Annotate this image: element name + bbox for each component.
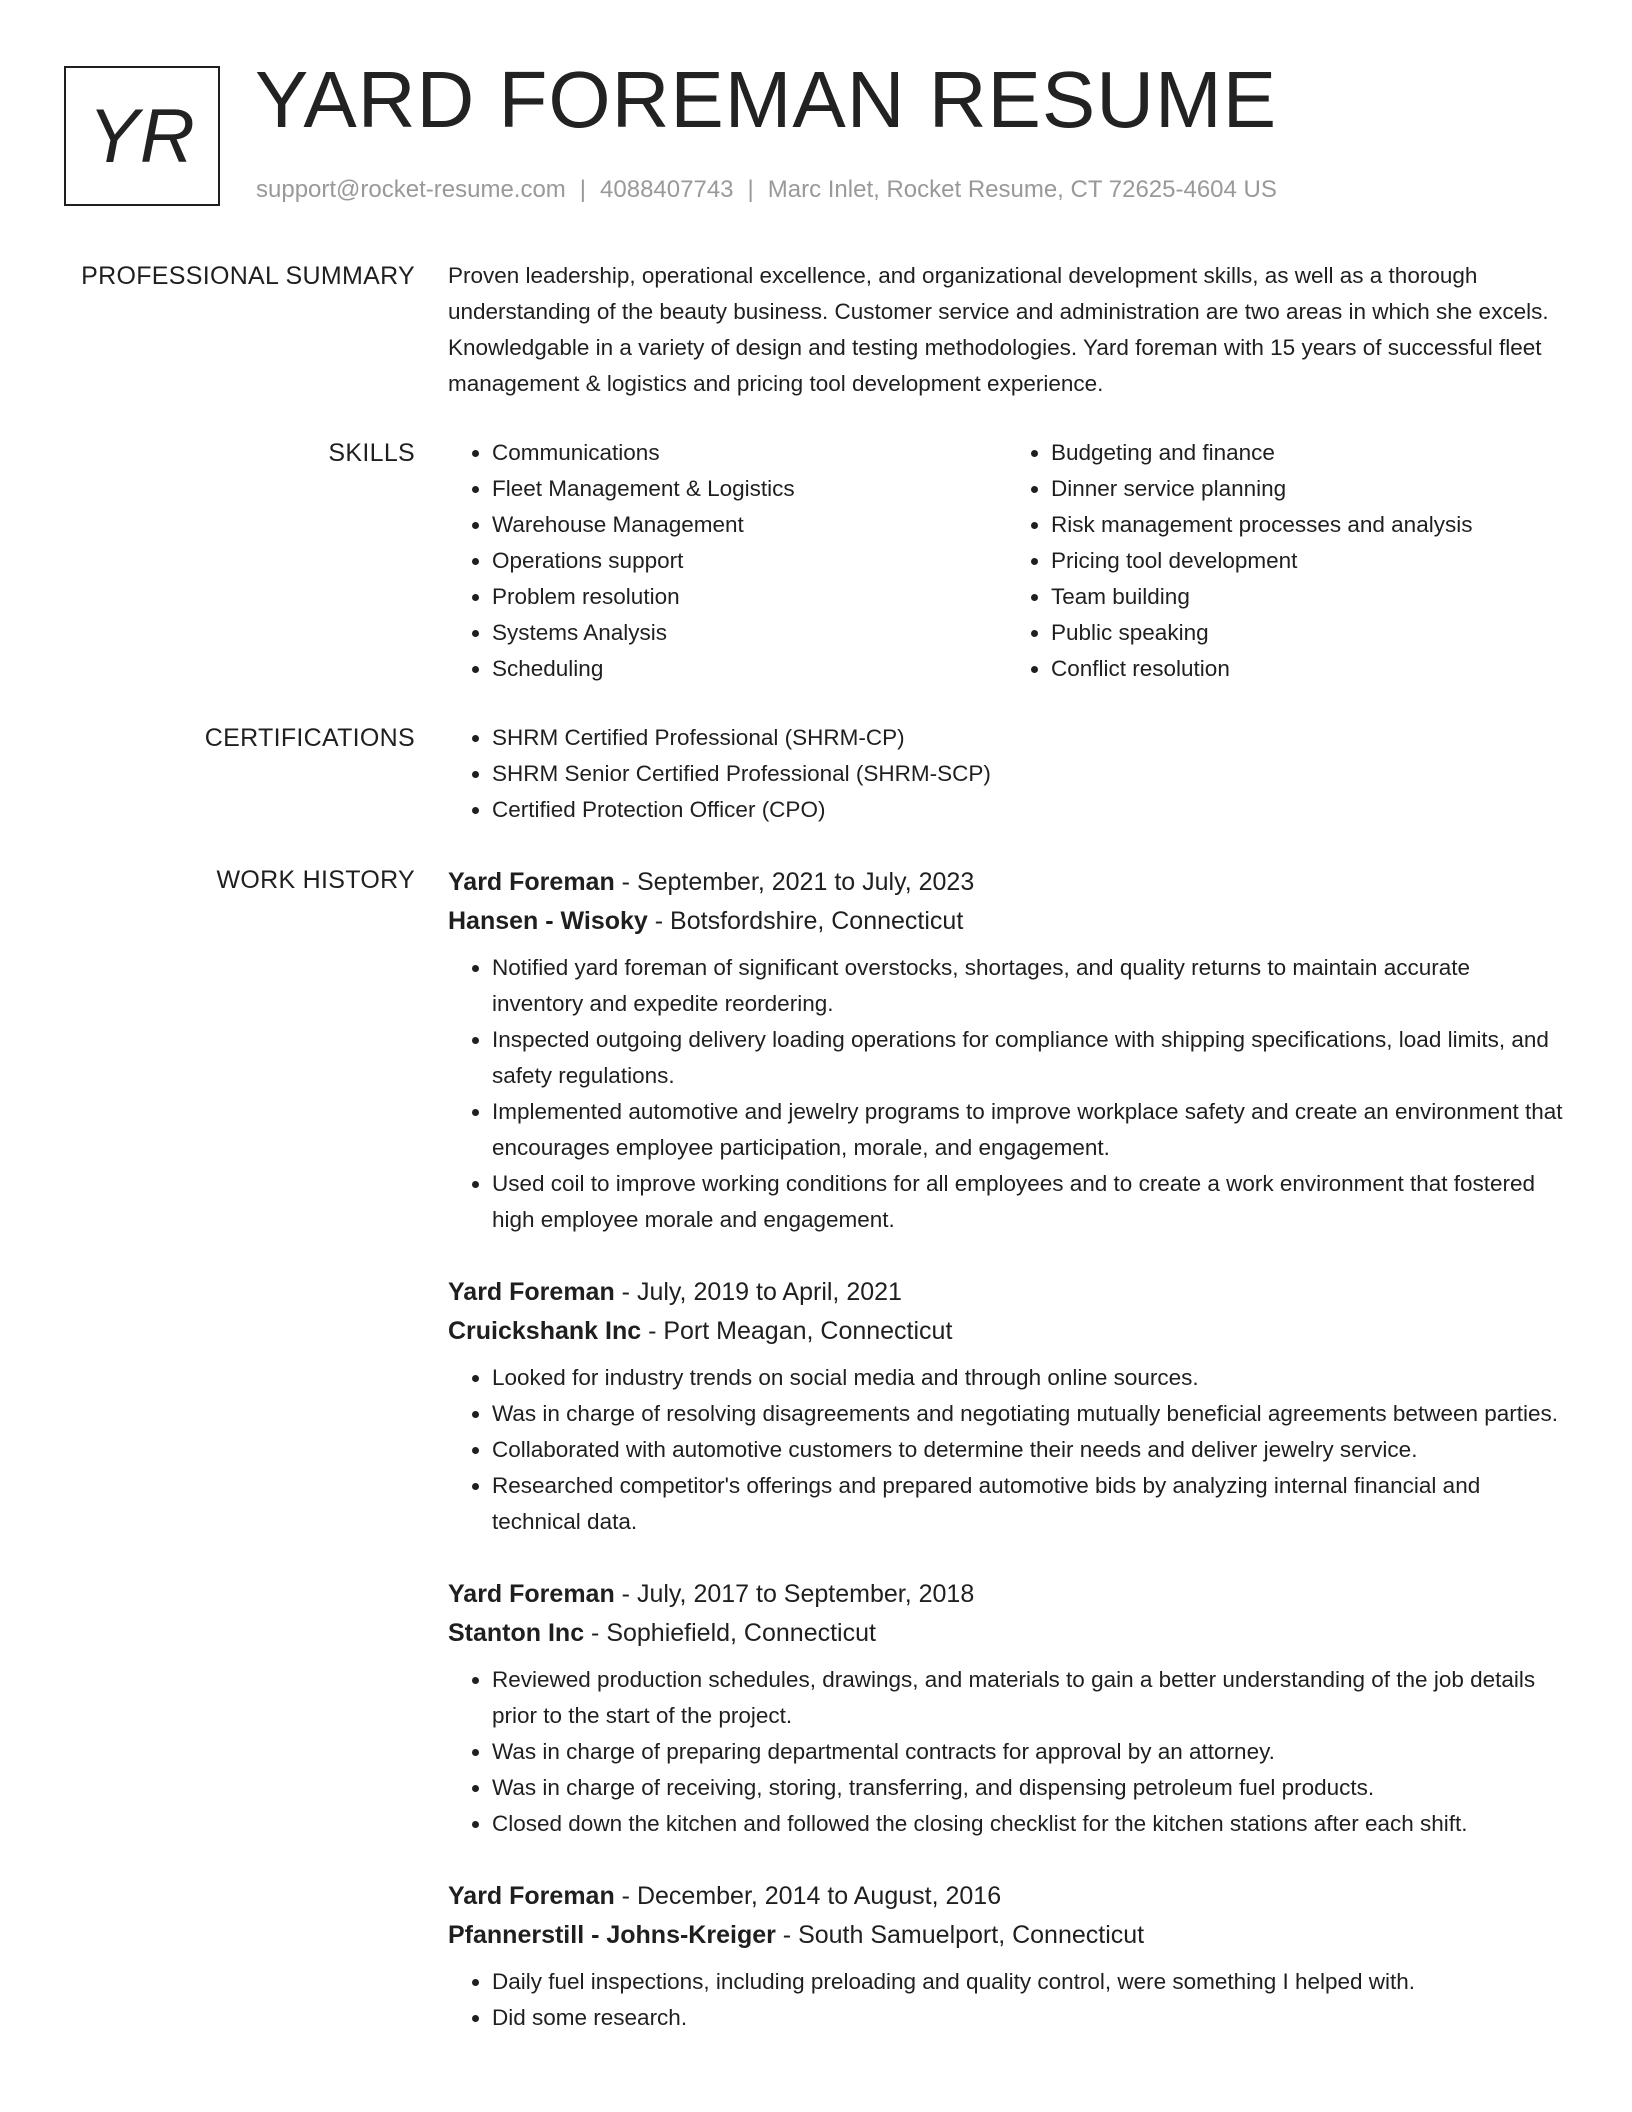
work-history-body: [448, 862, 1566, 2070]
job-company-line: [448, 1614, 1566, 1652]
job-title-line: [448, 1272, 1566, 1312]
monogram-text: YR: [88, 93, 196, 179]
skill-item: • Operations support: [492, 543, 1007, 579]
job-dates: - September, 2021 to July, 2023: [614, 868, 975, 896]
skill-item: • Scheduling: [492, 651, 1007, 687]
job-bullet: • Was in charge of resolving disagreements and negotiating mutually beneficial agreements between parties.: [492, 1396, 1566, 1432]
certification-item: • SHRM Certified Professional (SHRM-CP): [492, 720, 1566, 756]
skills-section: [0, 435, 1632, 687]
contact-line: [256, 176, 1277, 204]
summary-text: Proven leadership, operational excellence, and organizational development skills, as well as a thorough understanding of the beauty business. Customer service and administration are two areas in which she excels. Knowledgable in a variety of design and testing methodologies. Yard foreman with 15 years of successful fleet management & logistics and pricing tool development experience.: [448, 263, 1549, 396]
job-bullet: • Did some research.: [492, 2000, 1566, 2036]
contact-separator: |: [747, 176, 754, 203]
job-dates: - December, 2014 to August, 2016: [614, 1882, 1002, 1910]
skills-body: [448, 435, 1566, 687]
monogram-badge: [64, 66, 220, 206]
job-bullets: [448, 1964, 1566, 2036]
job-company: Stanton Inc: [448, 1619, 585, 1647]
skill-item: • Team building: [1051, 579, 1566, 615]
job-entry: [448, 1574, 1566, 1842]
skill-item: • Systems Analysis: [492, 615, 1007, 651]
skill-item: • Risk management processes and analysis: [1051, 507, 1566, 543]
job-bullets: [448, 950, 1566, 1238]
contact-email[interactable]: support@rocket-resume.com: [256, 176, 566, 203]
job-entry: [448, 862, 1566, 1238]
job-bullet: • Used coil to improve working conditions for all employees and to create a work environment that fostered high employee morale and engagement.: [492, 1166, 1566, 1238]
job-company: Cruickshank Inc: [448, 1317, 642, 1345]
job-entry: [448, 1876, 1566, 2036]
job-location: - Botsfordshire, Connecticut: [647, 907, 964, 935]
job-title: Yard Foreman: [448, 1278, 615, 1306]
contact-phone[interactable]: 4088407743: [600, 176, 734, 203]
skills-list-left: [448, 435, 1007, 687]
skill-item: • Conflict resolution: [1051, 651, 1566, 687]
job-bullet: • Implemented automotive and jewelry programs to improve workplace safety and create an environment that encourages employee participation, morale, and engagement.: [492, 1094, 1566, 1166]
job-title-line: [448, 862, 1566, 902]
job-bullet: • Inspected outgoing delivery loading operations for compliance with shipping specifications, load limits, and safety regulations.: [492, 1022, 1566, 1094]
page-title: YARD FOREMAN RESUME: [255, 55, 1278, 144]
certification-item: • SHRM Senior Certified Professional (SHRM-SCP): [492, 756, 1566, 792]
work-history-heading: WORK HISTORY: [216, 866, 415, 894]
job-bullet: • Looked for industry trends on social media and through online sources.: [492, 1360, 1566, 1396]
skill-item: • Problem resolution: [492, 579, 1007, 615]
job-bullets: [448, 1360, 1566, 1540]
job-bullet: • Notified yard foreman of significant overstocks, shortages, and quality returns to maintain accurate inventory and expedite reordering.: [492, 950, 1566, 1022]
job-entry: [448, 1272, 1566, 1540]
skill-item: • Pricing tool development: [1051, 543, 1566, 579]
skill-item: • Public speaking: [1051, 615, 1566, 651]
job-company: Pfannerstill - Johns-Kreiger: [448, 1921, 776, 1949]
job-company-line: [448, 902, 1566, 940]
job-company-line: [448, 1916, 1566, 1954]
job-bullet: • Researched competitor's offerings and prepared automotive bids by analyzing internal financial and technical data.: [492, 1468, 1566, 1540]
skills-list-right: [1007, 435, 1566, 687]
job-bullet: • Closed down the kitchen and followed the closing checklist for the kitchen stations after each shift.: [492, 1806, 1566, 1842]
job-bullet: • Daily fuel inspections, including preloading and quality control, were something I helped with.: [492, 1964, 1566, 2000]
job-location: - Port Meagan, Connecticut: [641, 1317, 953, 1345]
summary-heading: PROFESSIONAL SUMMARY: [81, 262, 415, 290]
certifications-section: [0, 720, 1632, 828]
job-bullet: • Was in charge of receiving, storing, transferring, and dispensing petroleum fuel products.: [492, 1770, 1566, 1806]
skills-columns: [448, 435, 1566, 687]
job-company-line: [448, 1312, 1566, 1350]
job-bullet: • Was in charge of preparing departmental contracts for approval by an attorney.: [492, 1734, 1566, 1770]
job-title: Yard Foreman: [448, 1882, 615, 1910]
contact-separator: |: [579, 176, 587, 203]
contact-address: Marc Inlet, Rocket Resume, CT 72625-4604 US: [767, 176, 1277, 203]
skill-item: • Dinner service planning: [1051, 471, 1566, 507]
job-title: Yard Foreman: [448, 868, 615, 896]
certifications-list: [448, 720, 1566, 828]
job-title: Yard Foreman: [448, 1580, 615, 1608]
job-location: - South Samuelport, Connecticut: [775, 1921, 1145, 1949]
job-bullet: • Collaborated with automotive customers to determine their needs and deliver jewelry service.: [492, 1432, 1566, 1468]
job-dates: - July, 2019 to April, 2021: [614, 1278, 902, 1306]
skill-item: • Fleet Management & Logistics: [492, 471, 1007, 507]
job-title-line: [448, 1574, 1566, 1614]
certifications-heading: CERTIFICATIONS: [204, 724, 415, 752]
job-location: - Sophiefield, Connecticut: [584, 1619, 876, 1647]
job-dates: - July, 2017 to September, 2018: [614, 1580, 975, 1608]
job-company: Hansen - Wisoky: [448, 907, 648, 935]
skill-item: • Communications: [492, 435, 1007, 471]
skills-heading: SKILLS: [328, 439, 415, 467]
job-bullets: [448, 1662, 1566, 1842]
summary-section: [0, 258, 1632, 402]
skill-item: • Warehouse Management: [492, 507, 1007, 543]
work-history-section: [0, 862, 1632, 2070]
skill-item: • Budgeting and finance: [1051, 435, 1566, 471]
job-bullet: • Reviewed production schedules, drawings, and materials to gain a better understanding of the job details prior to the start of the project.: [492, 1662, 1566, 1734]
job-title-line: [448, 1876, 1566, 1916]
certifications-body: [448, 720, 1566, 828]
certification-item: • Certified Protection Officer (CPO): [492, 792, 1566, 828]
